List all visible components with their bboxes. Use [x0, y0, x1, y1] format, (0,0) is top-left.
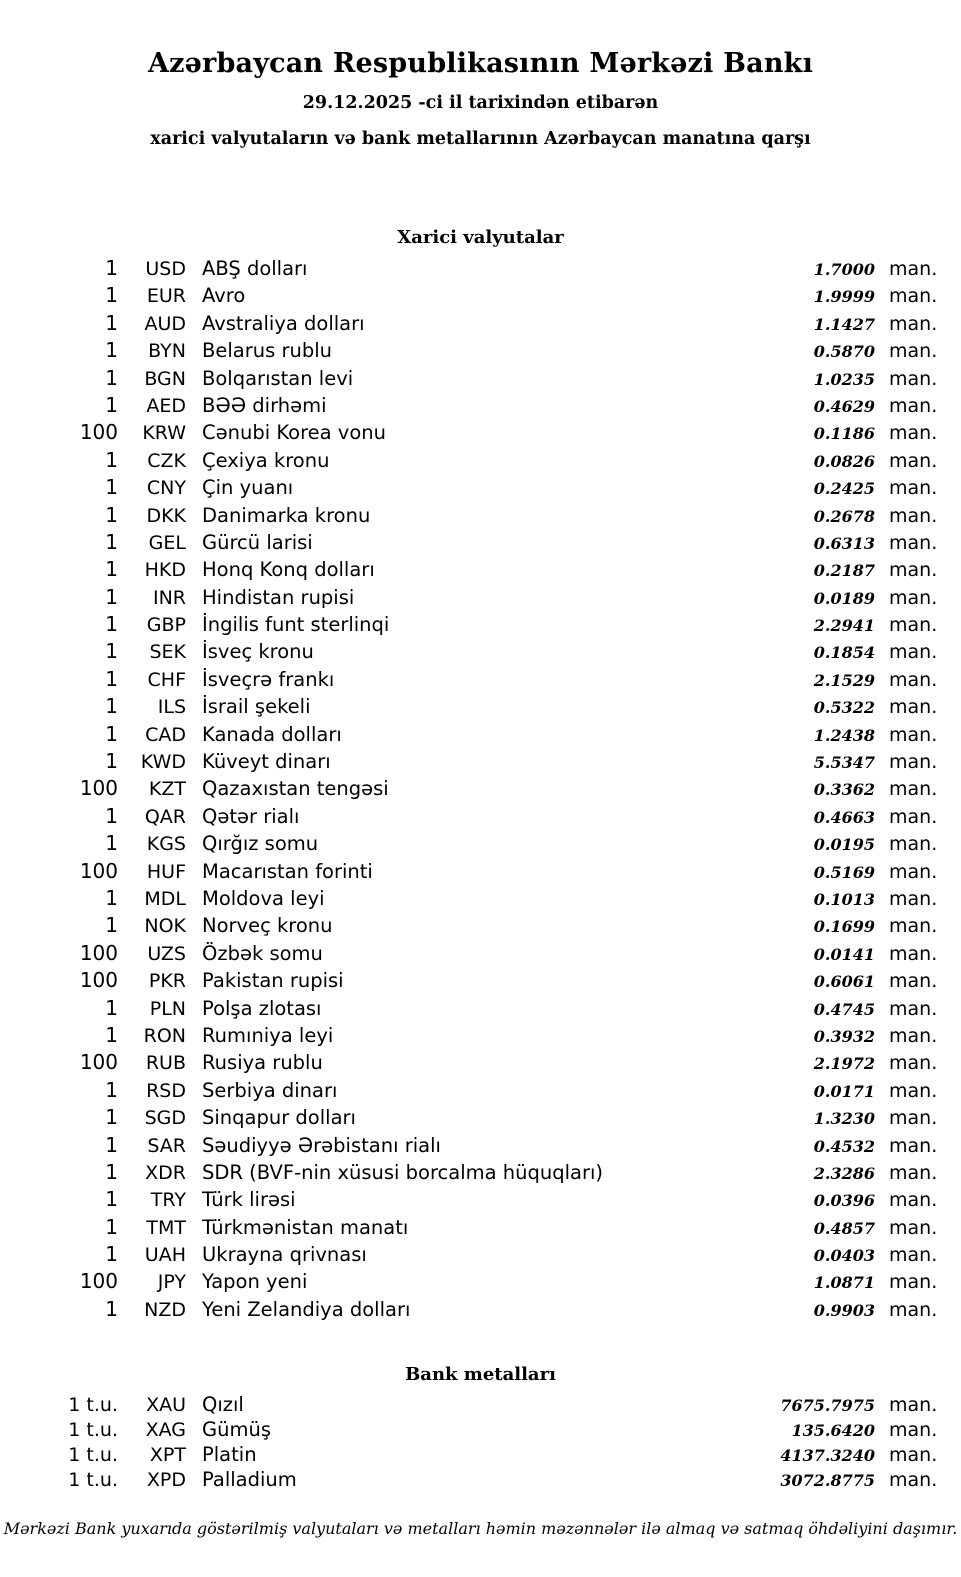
rate-value-cell: 0.0396: [813, 1191, 875, 1211]
units-cell: 1: [105, 502, 118, 527]
rate-unit-cell: man.: [889, 1444, 938, 1467]
currency-code-cell: DKK: [146, 504, 186, 527]
table-row: [0, 859, 961, 886]
metal-rows-container: [0, 1393, 961, 1493]
units-cell: 1: [105, 694, 118, 719]
table-row: [0, 639, 961, 666]
units-cell: 1: [105, 338, 118, 363]
effective-date-line: 29.12.2025 -ci il tarixindən etibarən: [302, 93, 659, 113]
currency-name-cell: Avro: [202, 284, 246, 308]
rate-unit-cell: man.: [889, 394, 938, 417]
rate-unit-cell: man.: [889, 668, 938, 691]
rate-unit-cell: man.: [889, 1189, 938, 1212]
currency-name-cell: BƏƏ dirhəmi: [202, 393, 327, 417]
table-row: [0, 311, 961, 338]
table-row: [0, 1050, 961, 1077]
rate-unit-cell: man.: [889, 1419, 938, 1442]
units-cell: 100: [79, 858, 118, 883]
currency-name-cell: Səudiyyə Ərəbistanı rialı: [202, 1133, 441, 1157]
units-cell: 1: [105, 666, 118, 691]
rate-value-cell: 1.9999: [813, 287, 875, 307]
currency-name-cell: Yeni Zelandiya dolları: [202, 1297, 411, 1321]
metal-rates-table: [0, 1393, 961, 1493]
units-cell: 1: [105, 749, 118, 774]
rate-value-cell: 0.4629: [813, 396, 875, 416]
currency-name-cell: Serbiya dinarı: [202, 1078, 338, 1102]
rate-value-cell: 0.0171: [813, 1081, 875, 1101]
currency-name-cell: Qazaxıstan tengəsi: [202, 777, 389, 801]
table-row: [0, 1468, 961, 1493]
units-cell: 1: [105, 639, 118, 664]
rate-unit-cell: man.: [889, 340, 938, 363]
currency-name-cell: Çin yuanı: [202, 476, 294, 500]
table-row: [0, 1443, 961, 1468]
table-row: [0, 1078, 961, 1105]
table-row: [0, 1418, 961, 1443]
table-row: [0, 256, 961, 283]
rate-value-cell: 0.5870: [813, 342, 875, 362]
rate-unit-cell: man.: [889, 970, 938, 993]
table-row: [0, 722, 961, 749]
rate-unit-cell: man.: [889, 887, 938, 910]
rate-value-cell: 0.4745: [813, 999, 875, 1019]
currency-code-cell: XAG: [145, 1419, 186, 1442]
rate-value-cell: 0.4532: [813, 1136, 875, 1156]
currency-name-cell: Moldova leyi: [202, 886, 325, 910]
units-cell: 1 t.u.: [68, 1419, 118, 1442]
currency-code-cell: BGN: [144, 367, 186, 390]
rate-unit-cell: man.: [889, 942, 938, 965]
units-cell: 1: [105, 447, 118, 472]
rate-unit-cell: man.: [889, 723, 938, 746]
units-cell: 100: [79, 940, 118, 965]
currency-name-cell: Palladium: [202, 1468, 297, 1492]
currency-code-cell: USD: [145, 258, 186, 280]
units-cell: 1 t.u.: [68, 1444, 118, 1467]
currency-code-cell: AUD: [144, 312, 186, 335]
currency-code-cell: NZD: [144, 1298, 186, 1321]
rate-unit-cell: man.: [889, 1216, 938, 1239]
currency-name-cell: Honq Konq dolları: [202, 558, 375, 582]
currency-code-cell: XPT: [149, 1444, 186, 1467]
currency-code-cell: CAD: [145, 723, 186, 746]
units-cell: 1: [105, 913, 118, 938]
currency-code-cell: KRW: [142, 422, 186, 445]
rate-value-cell: 0.1699: [813, 917, 875, 937]
units-cell: 1: [105, 1296, 118, 1321]
currency-code-cell: AED: [146, 394, 186, 417]
table-row: [0, 996, 961, 1023]
units-cell: 100: [79, 1269, 118, 1294]
rate-unit-cell: man.: [889, 1271, 938, 1294]
currency-name-cell: Norveç kronu: [202, 914, 333, 938]
currency-name-cell: Platin: [202, 1443, 257, 1467]
table-row: [0, 968, 961, 995]
units-cell: 1: [105, 1022, 118, 1047]
rate-unit-cell: man.: [889, 531, 938, 554]
units-cell: 1: [105, 283, 118, 308]
units-cell: 1: [105, 831, 118, 856]
rate-value-cell: 0.1854: [813, 643, 875, 663]
currency-name-cell: Rusiya rublu: [202, 1051, 323, 1075]
currency-name-cell: Türkmənistan manatı: [202, 1215, 409, 1239]
table-row: [0, 448, 961, 475]
table-row: [0, 530, 961, 557]
rate-unit-cell: man.: [889, 860, 938, 883]
table-row: [0, 913, 961, 940]
currency-name-cell: Qırğız somu: [202, 832, 319, 856]
rate-value-cell: 4137.3240: [780, 1446, 875, 1466]
currency-name-cell: Qızıl: [202, 1393, 244, 1417]
rate-value-cell: 1.1427: [813, 314, 875, 334]
currency-name-cell: Ukrayna qrivnası: [202, 1243, 367, 1267]
table-row: [0, 1242, 961, 1269]
rate-unit-cell: man.: [889, 1244, 938, 1267]
units-cell: 1: [105, 721, 118, 746]
units-cell: 1: [105, 1077, 118, 1102]
rate-value-cell: 1.2438: [813, 725, 875, 745]
footnote: Mərkəzi Bank yuxarıda göstərilmiş valyutaları və metalları həmin məzənnələr ilə almaq və satmaq öhdəliyini daşımır.: [3, 1519, 958, 1539]
rate-unit-cell: man.: [889, 1024, 938, 1047]
currency-code-cell: TMT: [146, 1216, 186, 1239]
rate-unit-cell: man.: [889, 504, 938, 527]
section-title-metals: Bank metalları: [405, 1364, 556, 1386]
currency-name-cell: Yapon yeni: [202, 1270, 308, 1294]
currency-name-cell: Çexiya kronu: [202, 448, 330, 472]
table-row: [0, 886, 961, 913]
rate-unit-cell: man.: [889, 559, 938, 582]
table-row: [0, 1023, 961, 1050]
table-row: [0, 749, 961, 776]
rate-unit-cell: man.: [889, 586, 938, 609]
rate-unit-cell: man.: [889, 696, 938, 719]
currency-rows-container: [0, 256, 961, 1324]
table-row: [0, 1187, 961, 1214]
units-cell: 1: [105, 1242, 118, 1267]
table-row: [0, 941, 961, 968]
rate-value-cell: 0.6313: [813, 533, 875, 553]
rate-value-cell: 0.1013: [813, 889, 875, 909]
currency-name-cell: Qətər rialı: [202, 804, 300, 828]
currency-code-cell: MDL: [144, 887, 186, 910]
currency-name-cell: İngilis funt sterlinqi: [202, 613, 390, 637]
rate-value-cell: 0.1186: [813, 424, 875, 444]
rate-value-cell: 0.2425: [813, 479, 875, 499]
rate-unit-cell: man.: [889, 258, 938, 280]
table-row: [0, 612, 961, 639]
currency-code-cell: EUR: [146, 285, 186, 308]
table-row: [0, 1269, 961, 1296]
units-cell: 1: [105, 1159, 118, 1184]
currency-code-cell: KWD: [140, 751, 186, 774]
rate-unit-cell: man.: [889, 833, 938, 856]
currency-name-cell: Macarıstan forinti: [202, 859, 373, 883]
rate-value-cell: 135.6420: [791, 1421, 875, 1441]
rate-value-cell: 2.1972: [813, 1054, 875, 1074]
rate-unit-cell: man.: [889, 997, 938, 1020]
table-row: [0, 1160, 961, 1187]
rate-value-cell: 1.0871: [813, 1273, 875, 1293]
rate-value-cell: 0.5322: [813, 698, 875, 718]
rate-value-cell: 0.0826: [813, 451, 875, 471]
units-cell: 1: [105, 803, 118, 828]
currency-code-cell: RSD: [146, 1079, 186, 1102]
table-row: [0, 1215, 961, 1242]
rate-value-cell: 0.2678: [813, 506, 875, 526]
currency-code-cell: HUF: [146, 860, 186, 883]
currency-name-cell: Pakistan rupisi: [202, 969, 344, 993]
table-row: [0, 694, 961, 721]
table-row: [0, 831, 961, 858]
currency-name-cell: Polşa zlotası: [202, 996, 322, 1020]
currency-code-cell: SAR: [147, 1134, 186, 1157]
currency-code-cell: HKD: [144, 559, 186, 582]
currency-code-cell: XAU: [146, 1394, 186, 1417]
rate-value-cell: 0.3932: [813, 1026, 875, 1046]
currency-name-cell: Özbək somu: [202, 941, 323, 965]
currency-name-cell: Bolqarıstan levi: [202, 366, 354, 390]
rate-unit-cell: man.: [889, 367, 938, 390]
table-row: [0, 366, 961, 393]
rate-value-cell: 0.4857: [813, 1218, 875, 1238]
rate-value-cell: 3072.8775: [780, 1471, 875, 1491]
rate-unit-cell: man.: [889, 614, 938, 637]
rate-unit-cell: man.: [889, 915, 938, 938]
currency-code-cell: RON: [143, 1024, 186, 1047]
rate-value-cell: 1.0235: [813, 369, 875, 389]
rate-value-cell: 1.7000: [813, 260, 875, 279]
rate-unit-cell: man.: [889, 778, 938, 801]
units-cell: 100: [79, 1050, 118, 1075]
currency-name-cell: SDR (BVF-nin xüsusi borcalma hüquqları): [202, 1160, 604, 1184]
currency-name-cell: Rumıniya leyi: [202, 1023, 334, 1047]
rate-unit-cell: man.: [889, 1079, 938, 1102]
table-row: [0, 776, 961, 803]
rate-unit-cell: man.: [889, 1107, 938, 1130]
table-row: [0, 1105, 961, 1132]
rate-unit-cell: man.: [889, 1052, 938, 1075]
currency-code-cell: SEK: [149, 641, 186, 664]
units-cell: 1: [105, 392, 118, 417]
currency-name-cell: İsveç kronu: [202, 640, 314, 664]
rate-unit-cell: man.: [889, 751, 938, 774]
units-cell: 1: [105, 612, 118, 637]
rate-unit-cell: man.: [889, 1469, 938, 1492]
section-title-currencies: Xarici valyutalar: [397, 227, 564, 248]
rate-unit-cell: man.: [889, 1298, 938, 1321]
currency-code-cell: TRY: [150, 1189, 186, 1212]
rate-value-cell: 2.2941: [813, 616, 875, 636]
currency-name-cell: Danimarka kronu: [202, 503, 371, 527]
units-cell: 100: [79, 968, 118, 993]
currency-code-cell: JPY: [157, 1271, 186, 1294]
currency-code-cell: XPD: [146, 1469, 186, 1492]
rate-value-cell: 5.5347: [813, 753, 875, 773]
currency-code-cell: XDR: [145, 1161, 186, 1184]
rate-value-cell: 0.0189: [813, 588, 875, 608]
currency-code-cell: NOK: [144, 915, 186, 938]
rate-value-cell: 0.5169: [813, 862, 875, 882]
rate-value-cell: 0.2187: [813, 561, 875, 581]
table-row: [0, 1393, 961, 1418]
currency-code-cell: BYN: [148, 340, 186, 363]
currency-code-cell: UAH: [144, 1244, 186, 1267]
units-cell: 1: [105, 557, 118, 582]
document-header: [0, 0, 961, 149]
table-row: [0, 804, 961, 831]
table-row: [0, 338, 961, 365]
rate-unit-cell: man.: [889, 1134, 938, 1157]
rate-value-cell: 0.9903: [813, 1300, 875, 1320]
currency-name-cell: Cənubi Korea vonu: [202, 421, 386, 445]
currency-code-cell: RUB: [145, 1052, 186, 1075]
units-cell: 1: [105, 310, 118, 335]
currency-name-cell: Türk lirəsi: [202, 1188, 296, 1212]
rate-value-cell: 0.0141: [813, 944, 875, 964]
currency-code-cell: UZS: [147, 942, 186, 965]
units-cell: 1: [105, 1214, 118, 1239]
units-cell: 1 t.u.: [68, 1394, 118, 1417]
rate-value-cell: 2.1529: [813, 670, 875, 690]
currency-name-cell: Sinqapur dolları: [202, 1106, 356, 1130]
currency-name-cell: İsrail şekeli: [202, 695, 311, 719]
currency-code-cell: ILS: [157, 696, 186, 719]
units-cell: 1: [105, 1132, 118, 1157]
units-cell: 1: [105, 885, 118, 910]
units-cell: 1: [105, 529, 118, 554]
table-row: [0, 503, 961, 530]
table-row: [0, 420, 961, 447]
currency-name-cell: Hindistan rupisi: [202, 585, 355, 609]
currency-code-cell: GBP: [146, 614, 186, 637]
currency-rates-table: [0, 256, 961, 1324]
page-title: Azərbaycan Respublikasının Mərkəzi Bankı: [147, 48, 814, 79]
currency-code-cell: CZK: [147, 449, 186, 472]
rate-unit-cell: man.: [889, 285, 938, 308]
units-cell: 100: [79, 776, 118, 801]
table-row: [0, 557, 961, 584]
currency-name-cell: İsveçrə frankı: [202, 667, 335, 691]
rate-unit-cell: man.: [889, 449, 938, 472]
document-subtitle: xarici valyutaların və bank metallarının Azərbaycan manatına qarşı: [150, 129, 811, 149]
currency-code-cell: CNY: [146, 477, 186, 500]
currency-name-cell: Belarus rublu: [202, 339, 333, 363]
rate-value-cell: 7675.7975: [780, 1396, 875, 1416]
currency-name-cell: Gürcü larisi: [202, 530, 313, 554]
rate-value-cell: 0.6061: [813, 972, 875, 992]
table-row: [0, 393, 961, 420]
units-cell: 1: [105, 584, 118, 609]
units-cell: 1: [105, 995, 118, 1020]
table-row: [0, 585, 961, 612]
table-row: [0, 1297, 961, 1324]
currency-name-cell: Kanada dolları: [202, 722, 342, 746]
currency-code-cell: GEL: [148, 531, 186, 554]
currency-code-cell: KGS: [146, 833, 186, 856]
rate-unit-cell: man.: [889, 1161, 938, 1184]
rate-unit-cell: man.: [889, 477, 938, 500]
table-row: [0, 475, 961, 502]
table-row: [0, 667, 961, 694]
units-cell: 1: [105, 475, 118, 500]
rate-value-cell: 0.0195: [813, 835, 875, 855]
units-cell: 1: [105, 365, 118, 390]
rate-unit-cell: man.: [889, 1394, 938, 1417]
units-cell: 1 t.u.: [68, 1469, 118, 1492]
units-cell: 1: [105, 1105, 118, 1130]
currency-name-cell: Gümüş: [202, 1418, 271, 1442]
currency-name-cell: Küveyt dinarı: [202, 750, 331, 774]
rate-value-cell: 0.3362: [813, 780, 875, 800]
currency-code-cell: PLN: [149, 997, 186, 1020]
rate-value-cell: 1.3230: [813, 1109, 875, 1129]
rate-unit-cell: man.: [889, 805, 938, 828]
rate-unit-cell: man.: [889, 641, 938, 664]
currency-code-cell: CHF: [147, 668, 186, 691]
currency-code-cell: KZT: [148, 778, 186, 801]
currency-code-cell: PKR: [148, 970, 186, 993]
currency-code-cell: INR: [152, 586, 186, 609]
rate-value-cell: 0.0403: [813, 1246, 875, 1266]
rate-unit-cell: man.: [889, 312, 938, 335]
currency-code-cell: QAR: [144, 805, 186, 828]
rate-value-cell: 2.3286: [813, 1163, 875, 1183]
currency-name-cell: Avstraliya dolları: [202, 311, 365, 335]
rate-unit-cell: man.: [889, 422, 938, 445]
table-row: [0, 1133, 961, 1160]
currency-name-cell: ABŞ dolları: [202, 257, 308, 280]
currency-code-cell: SGD: [144, 1107, 186, 1130]
units-cell: 1: [105, 256, 118, 280]
units-cell: 100: [79, 420, 118, 445]
table-row: [0, 283, 961, 310]
units-cell: 1: [105, 1187, 118, 1212]
rate-value-cell: 0.4663: [813, 807, 875, 827]
